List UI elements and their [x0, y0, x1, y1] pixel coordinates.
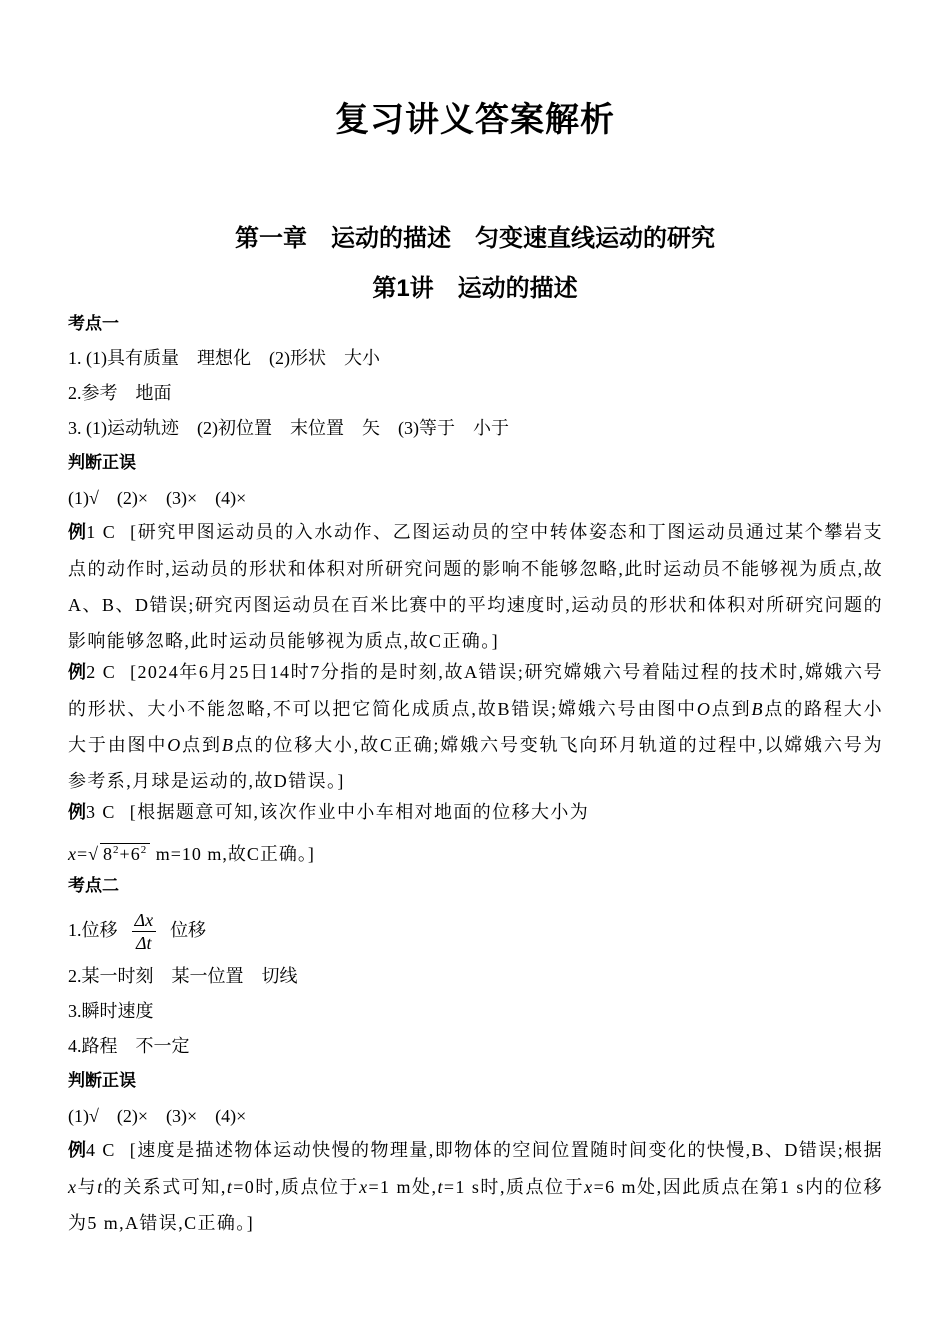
- lecture-title-prefix: 第: [372, 274, 397, 302]
- variable-x: x: [584, 1177, 594, 1197]
- example-answer: C: [102, 802, 116, 822]
- sqrt-expression: [88, 838, 150, 866]
- exponent: 2: [113, 844, 120, 856]
- example-explanation: 点的路程大小大于由图中: [68, 699, 883, 755]
- example-answer: C: [102, 662, 117, 682]
- point-o: O: [167, 735, 182, 755]
- fraction-numerator: Δx: [132, 909, 157, 932]
- example-explanation: =6 m处,因此质点在第1 s内的位移为5 m,A错误,C正确。]: [68, 1177, 883, 1233]
- example-label: 例: [68, 802, 86, 823]
- chapter-title: 第一章 运动的描述 匀变速直线运动的研究: [235, 224, 715, 252]
- exponent: 2: [140, 844, 148, 856]
- variable-x: x: [359, 1177, 369, 1197]
- point-b: B: [751, 699, 764, 719]
- example-label: 例: [68, 522, 87, 543]
- answer-text: 位移: [170, 920, 207, 940]
- example-label: 例: [68, 662, 87, 683]
- example-explanation: =0时,质点位于: [233, 1177, 360, 1197]
- answer-line: 1. (1)具有质量 理想化 (2)形状 大小: [68, 348, 380, 368]
- example-explanation: 与: [77, 1177, 98, 1197]
- example-answer: C: [102, 522, 117, 542]
- variable-t: t: [437, 1177, 444, 1197]
- example-1: [68, 514, 883, 659]
- judge-answers: (1)√ (2)× (3)× (4)×: [68, 1106, 247, 1126]
- fraction-denominator: Δt: [135, 933, 152, 954]
- example-number: 3: [86, 802, 97, 822]
- example-explanation: =1 s时,质点位于: [443, 1177, 585, 1197]
- point-o: O: [696, 699, 712, 719]
- example-explanation: 点到: [711, 699, 752, 719]
- answer-text: 1.位移: [68, 920, 118, 940]
- example-explanation: [2024年6月25日14时7分指的是时刻,故A错误;研究嫦娥六号着陆过程的技术时,嫦娥六号的形状、大小不能忽略,不可以把它简化成质点,故B错误;嫦娥六号由图中: [68, 662, 884, 719]
- answer-line: 3.瞬时速度: [68, 1001, 154, 1021]
- formula-variable: x: [68, 844, 77, 864]
- example-explanation: [根据题意可知,该次作业中小车相对地面的位移大小为: [129, 802, 590, 822]
- displacement-formula: [68, 838, 883, 866]
- section-heading-kaodian2: 考点二: [68, 876, 119, 896]
- example-number: 2: [86, 662, 97, 682]
- lecture-title: [0, 268, 950, 303]
- section-heading-kaodian1: 考点一: [68, 314, 119, 334]
- example-explanation: =1 m处,: [368, 1177, 438, 1197]
- velocity-fraction: [132, 909, 157, 954]
- variable-t: t: [97, 1177, 104, 1197]
- example-explanation: 点到: [181, 735, 222, 755]
- formula-result: m=10 m,故C正确。]: [150, 844, 315, 864]
- formula-equals: =: [77, 844, 89, 864]
- example-explanation: 点的位移大小,故C正确;嫦娥六号变轨飞向环月轨道的过程中,以嫦娥六号为参考系,月球是运动的,故D错误。]: [68, 735, 883, 791]
- document-title: 复习讲义答案解析: [335, 100, 615, 140]
- judge-answers: (1)√ (2)× (3)× (4)×: [68, 488, 247, 508]
- radicand-term: +6: [119, 844, 141, 864]
- judge-heading: 判断正误: [68, 1071, 136, 1091]
- sqrt-icon: √: [88, 844, 100, 864]
- example-explanation: [速度是描述物体运动快慢的物理量,即物体的空间位置随时间变化的快慢,B、D错误;根据: [129, 1140, 884, 1160]
- example-explanation: 的关系式可知,: [103, 1177, 227, 1197]
- answer-line: 2.参考 地面: [68, 383, 172, 403]
- lecture-number: 1: [396, 275, 410, 302]
- answer-line: 4.路程 不一定: [68, 1036, 190, 1056]
- example-answer: C: [102, 1140, 116, 1160]
- judge-heading: 判断正误: [68, 453, 136, 473]
- example-label: 例: [68, 1140, 87, 1161]
- lecture-title-suffix: 讲 运动的描述: [409, 274, 578, 302]
- example-number: 4: [86, 1140, 97, 1160]
- answer-line: 3. (1)运动轨迹 (2)初位置 末位置 矢 (3)等于 小于: [68, 418, 509, 438]
- example-explanation: [研究甲图运动员的入水动作、乙图运动员的空中转体姿态和丁图运动员通过某个攀岩支点的动作时,运动员的形状和体积对所研究问题的影响不能够忽略,此时运动员不能够视为质点,故A、B、D错误;研究丙图运动员在百米比赛中的平均速度时,运动员的形状和体积对所研究问题的影响能够忽略,此时运动员能够视为质点,故C正确。]: [68, 522, 883, 651]
- example-3: [68, 794, 883, 831]
- example-2: [68, 654, 883, 799]
- variable-t: t: [226, 1177, 234, 1197]
- answer-line: [68, 908, 883, 954]
- variable-x: x: [68, 1177, 78, 1197]
- example-4: [68, 1132, 883, 1241]
- example-number: 1: [86, 522, 97, 542]
- radicand-term: 8: [103, 844, 114, 864]
- answer-line: 2.某一时刻 某一位置 切线: [68, 966, 298, 986]
- point-b: B: [221, 735, 235, 755]
